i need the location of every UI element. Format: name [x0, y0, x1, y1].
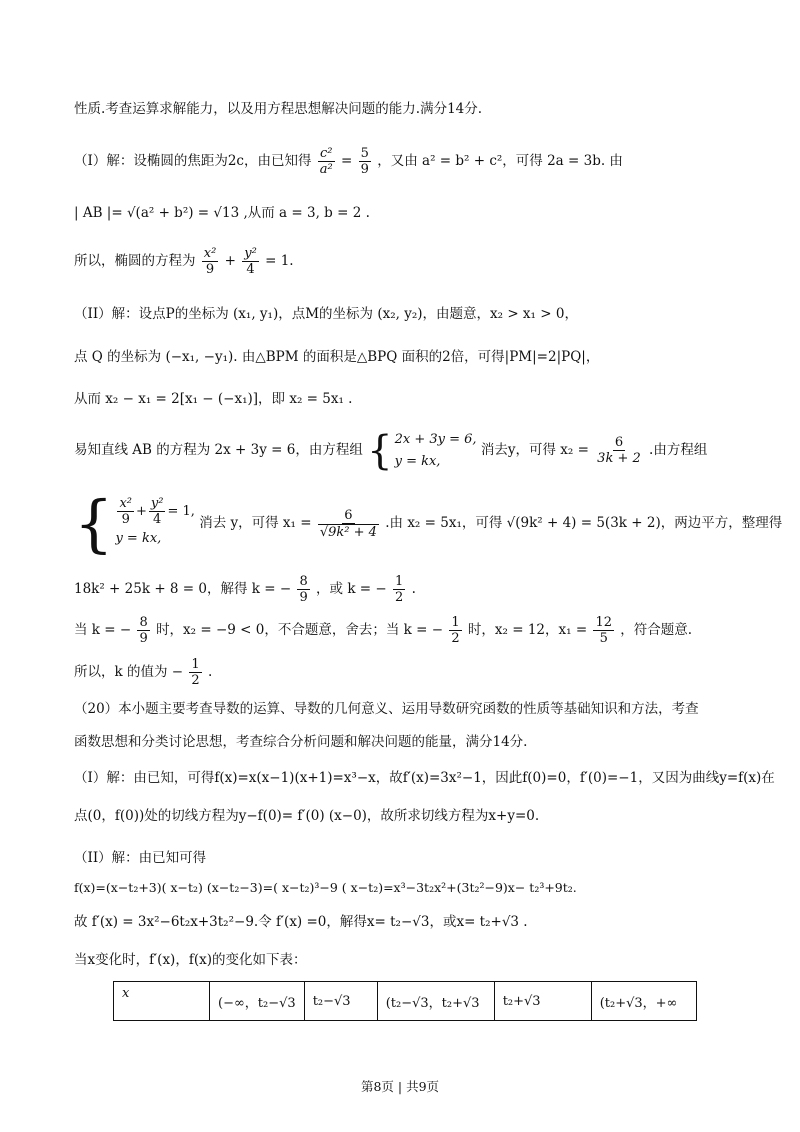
text-line: （20）本小题主要考查导数的运算、导数的几何意义、运用导数研究函数的性质等基础知识和方法，考查	[74, 701, 699, 717]
denominator: 9	[360, 162, 369, 177]
fraction	[318, 146, 335, 177]
fraction	[189, 657, 201, 688]
denominator: 9	[299, 590, 308, 605]
fraction	[149, 496, 166, 527]
numerator: 6	[344, 507, 353, 523]
numerator: x²	[203, 246, 217, 261]
text-segment: ，符合题意.	[620, 622, 693, 638]
fraction	[137, 615, 149, 646]
text-line: （I）解：由已知，可得f(x)=x(x−1)(x+1)=x³−x，故f′(x)=3x²−1，因此f(0)=0，f′(0)=−1，又因为曲线y=f(x)在	[74, 770, 775, 786]
system-eq: 2x + 3y = 6,	[394, 431, 477, 447]
text-line: 从而 x₂ − x₁ = 2[x₁ − (−x₁)]，即 x₂ = 5x₁ .	[74, 391, 353, 407]
page-footer: 第8页 | 共9页	[360, 1079, 440, 1094]
table-row	[114, 982, 697, 1021]
text-segment: 消去 y，可得 x₁ =	[199, 515, 312, 531]
text-segment: 易知直线 AB 的方程为 2x + 3y = 6，由方程组	[74, 442, 363, 458]
table-cell: x	[114, 982, 210, 1021]
equals: =	[341, 153, 353, 169]
text-segment: 所以，k 的值为 −	[74, 664, 184, 680]
numerator: 8	[139, 615, 148, 630]
table-cell: (t₂−√3，t₂+√3	[377, 982, 494, 1021]
text-segment: （I）解：设椭圆的焦距为2c，由已知得	[74, 153, 312, 169]
text-line: 点(0，f(0))处的切线方程为y−f(0)= f′(0) (x−0)，故所求切线方程为x+y=0.	[74, 808, 540, 824]
denominator: 9	[205, 262, 215, 277]
plus: +	[224, 253, 236, 269]
table-cell: t₂−√3	[304, 982, 377, 1021]
period: .	[411, 581, 416, 597]
table-cell: t₂+√3	[494, 982, 591, 1021]
denominator: 2	[395, 590, 404, 605]
system-eq: y = kx,	[115, 531, 162, 546]
text-line: 点 Q 的坐标为 (−x₁, −y₁). 由△BPM 的面积是△BPQ 面积的2倍，可得|PM|=2|PQ|，	[74, 349, 600, 365]
denominator: 2	[451, 631, 460, 646]
text-segment: 当 k = −	[74, 622, 132, 638]
part1-line	[74, 146, 760, 177]
numerator: 6	[614, 435, 624, 450]
numerator: 1	[191, 657, 200, 672]
equation-system	[74, 486, 195, 560]
variation-table	[113, 981, 697, 1021]
text-line: 性质.考查运算求解能力，以及用方程思想解决问题的能力.满分14分.	[74, 101, 483, 117]
system1-line	[74, 428, 760, 473]
denominator: √9k² + 4	[319, 524, 377, 540]
k-check-line	[74, 613, 760, 647]
text-line: f(x)=(x−t₂+3)( x−t₂) (x−t₂−3)=( x−t₂)³−9 ( x−t₂)=x³−3t₂x²+(3t₂²−9)x− t₂³+9t₂.	[74, 880, 577, 895]
text-segment: .由方程组	[649, 442, 708, 458]
fraction	[593, 615, 614, 646]
denominator: 3k + 2	[597, 451, 641, 466]
denominator: 5	[599, 631, 608, 646]
numerator: 5	[360, 146, 369, 161]
system-lines	[115, 496, 194, 551]
table-cell: (t₂+√3，+∞	[591, 982, 696, 1021]
period: .	[207, 664, 213, 680]
text-segment: = 1,	[167, 504, 195, 519]
text-segment: ，或 k = −	[316, 581, 387, 597]
text-segment: .由 x₂ = 5x₁，可得 √(9k² + 4) = 5(3k + 2)，两边平方，整理得	[385, 515, 783, 531]
text-segment: 时，x₂ = −9 < 0，不合题意，舍去；当 k = −	[156, 622, 444, 638]
k-value-line	[74, 655, 760, 689]
ellipse-line	[74, 246, 760, 277]
fraction	[242, 246, 259, 277]
system2-line	[74, 486, 783, 560]
brace: {	[367, 427, 393, 474]
numerator: y²	[150, 496, 164, 511]
text-segment: 18k² + 25k + 8 = 0，解得 k = −	[74, 581, 292, 597]
fraction	[393, 574, 405, 605]
denominator: a²	[319, 162, 333, 177]
numerator: 8	[299, 574, 308, 589]
system-lines	[395, 429, 477, 473]
fraction	[117, 496, 134, 527]
text-line: 当x变化时，f′(x)，f(x)的变化如下表：	[74, 952, 307, 968]
fraction	[449, 615, 461, 646]
numerator: c²	[320, 146, 333, 161]
radicand: 9k² + 4	[328, 524, 377, 540]
text-line: （II）解：设点P的坐标为 (x₁, y₁)，点M的坐标为 (x₂, y₂)，由题意，x₂ > x₁ > 0，	[74, 306, 578, 322]
numerator: 12	[595, 615, 612, 630]
brace: {	[74, 486, 114, 560]
text-line: | AB |= √(a² + b²) = √13 ,从而 a = 3, b = 2 .	[74, 205, 370, 221]
system-eq: y = kx,	[394, 453, 441, 469]
system-eq: $\frac{\text{x²}}{9}$ + $\frac{\text{y²}}{4}$ = 1,	[119, 496, 195, 527]
fraction	[297, 574, 309, 605]
numerator: 1	[451, 615, 460, 630]
numerator: y²	[244, 246, 257, 261]
text-line: （II）解：由已知可得	[74, 850, 207, 866]
denominator: 4	[153, 512, 162, 527]
text-segment: 时，x₂ = 12，x₁ =	[467, 622, 588, 638]
fraction	[318, 508, 379, 540]
numerator: x²	[119, 496, 132, 511]
fraction	[595, 435, 643, 466]
table-cell: (−∞，t₂−√3	[210, 982, 305, 1021]
text-line: 故 f′(x) = 3x²−6t₂x+3t₂²−9.令 f′(x) =0，解得x= t₂−√3，或x= t₂+√3 .	[74, 914, 528, 930]
text-line: 函数思想和分类讨论思想，考查综合分析问题和解决问题的能量，满分14分.	[74, 734, 528, 750]
denominator: 4	[246, 262, 255, 277]
numerator: 1	[395, 574, 404, 589]
text-segment: 所以，椭圆的方程为	[74, 253, 196, 269]
denominator: 2	[191, 673, 200, 688]
text-segment: 消去y，可得 x₂ =	[480, 442, 589, 458]
denominator: 9	[121, 512, 130, 527]
equation-system	[367, 429, 476, 473]
k-solution-line	[74, 572, 760, 606]
text-segment: = 1.	[265, 253, 294, 269]
fraction	[202, 246, 219, 277]
text-segment: ，又由 a² = b² + c²，可得 2a = 3b. 由	[377, 153, 623, 169]
fraction	[359, 146, 371, 177]
denominator: 9	[139, 631, 148, 646]
